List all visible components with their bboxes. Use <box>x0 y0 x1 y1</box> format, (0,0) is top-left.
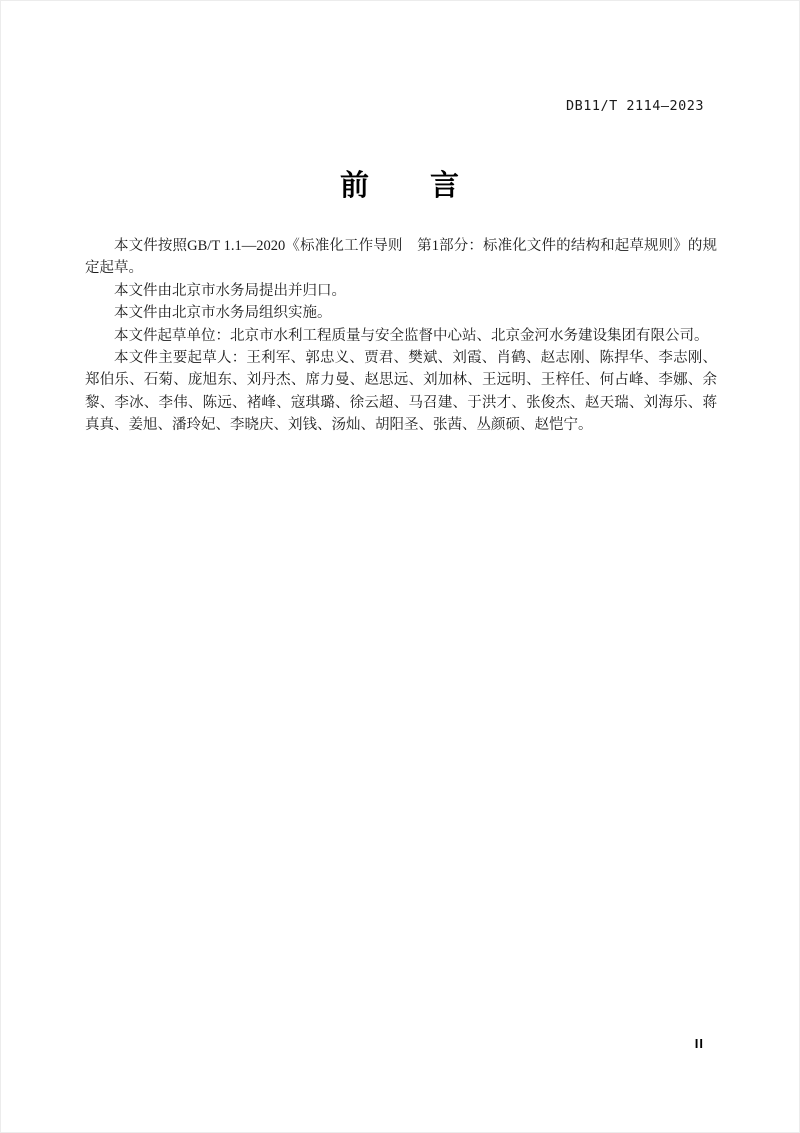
paragraph-implemented-by: 本文件由北京市水务局组织实施。 <box>114 305 332 322</box>
paragraph-drafting-organizations: 本文件起草单位：北京市水利工程质量与安全监督中心站、北京金河水务建设集团有限公司。 <box>114 327 709 344</box>
paragraph-drafting-basis: 本文件按照GB/T 1.1—2020《标准化工作导则 第1部分：标准化文件的结构和起草规则》的规定起草。 <box>85 238 717 277</box>
page-number: II <box>694 1036 704 1051</box>
standard-number-header: DB11/T 2114—2023 <box>565 98 704 114</box>
foreword-body <box>85 235 717 437</box>
paragraph-proposed-by: 本文件由北京市水务局提出并归口。 <box>114 282 346 299</box>
page-title: 前 言 <box>339 170 460 202</box>
paragraph-main-drafters: 本文件主要起草人：王利军、郭忠义、贾君、樊斌、刘霞、肖鹤、赵志刚、陈捍华、李志刚、郑伯乐、石菊、庞旭东、刘丹杰、席力曼、赵思远、刘加林、王远明、王梓任、何占峰、李娜、余黎、李冰、李伟、陈远、褚峰、寇琪璐、徐云超、马召建、于洪才、张俊杰、赵天瑞、刘海乐、蒋真真、姜旭、潘玲妃、李晓庆、刘钱、汤灿、胡阳圣、张茜、丛颜硕、赵恺宁。 <box>85 350 717 434</box>
